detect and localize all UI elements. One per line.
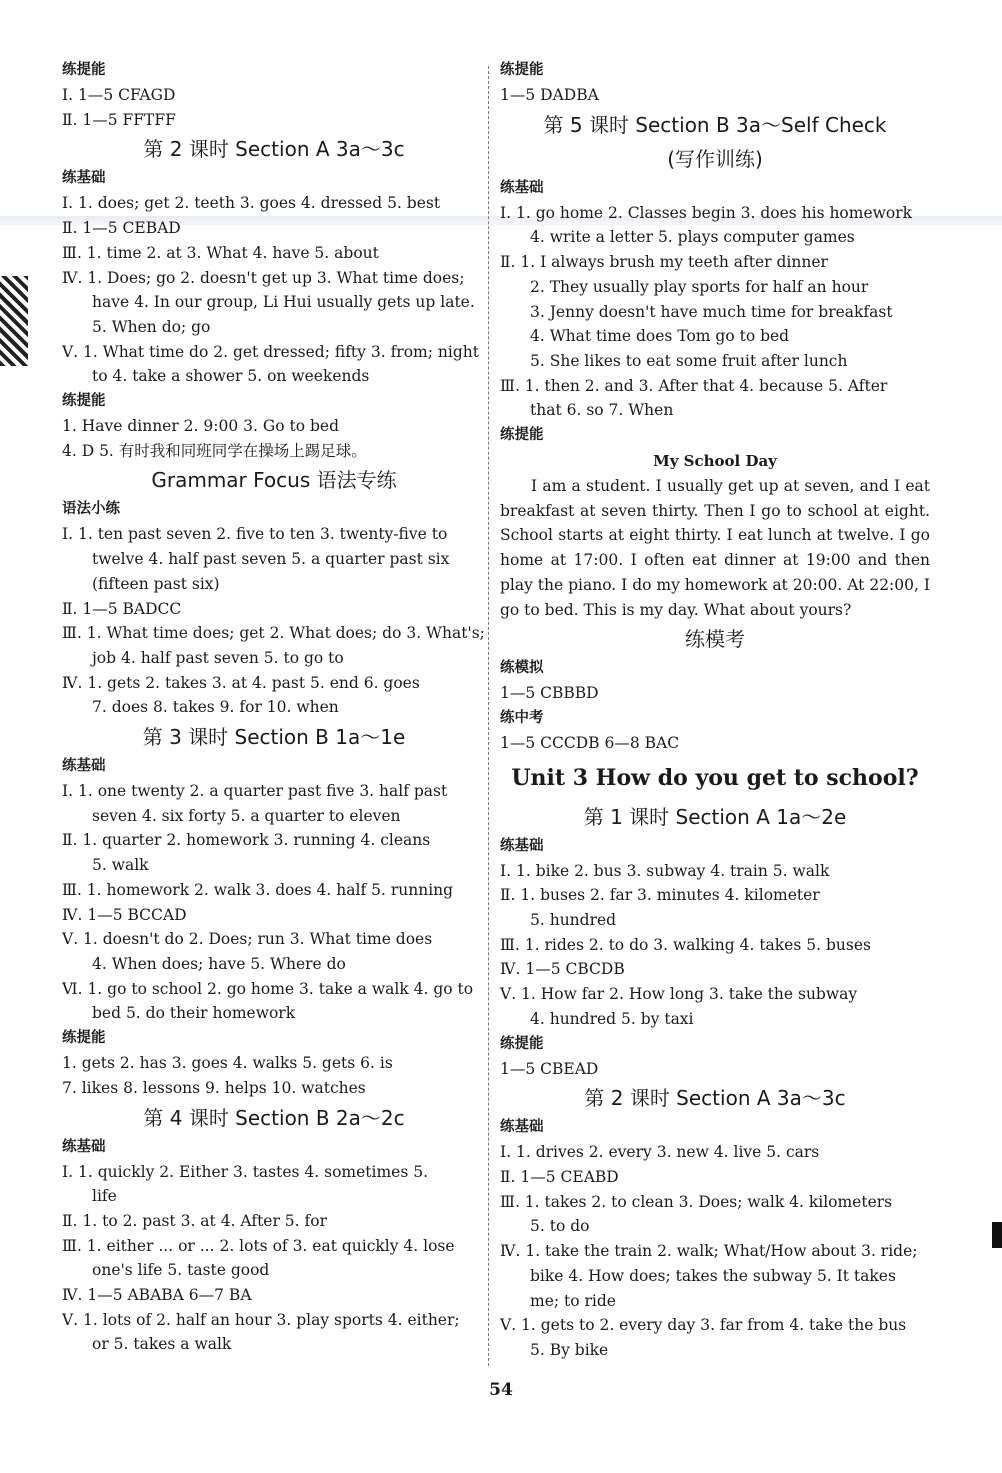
answer-line-continued: 5. By bike [530, 1340, 609, 1359]
answer-line: Ⅱ. 1. quarter 2. homework 3. running 4. cleans [62, 831, 431, 850]
section-label: 练基础 [62, 170, 106, 187]
answer-line: Ⅲ. 1. then 2. and 3. After that 4. because 5. After [500, 376, 888, 395]
answer-line: Ⅴ. 1. What time do 2. get dressed; fifty 3. from; night [62, 342, 479, 361]
answer-line-continued: 5. hundred [530, 911, 617, 930]
answer-line-continued: 4. hundred 5. by taxi [530, 1009, 694, 1028]
answer-line: 1—5 CBEAD [500, 1059, 599, 1078]
answer-line: Ⅲ. 1. time 2. at 3. What 4. have 5. about [62, 243, 379, 262]
section-label: 练模拟 [500, 660, 544, 677]
essay-text [500, 474, 930, 622]
section-label: 练提能 [62, 62, 106, 78]
answer-line: Ⅴ. 1. How far 2. How long 3. take the subway [500, 985, 858, 1004]
answer-line-continued: 5. When do; go [92, 317, 211, 336]
section-label: 练提能 [62, 1030, 106, 1047]
answer-line-continued: life [92, 1187, 117, 1206]
answer-line: 4. D 5. 有时我和同班同学在操场上踢足球。 [62, 441, 367, 460]
left-column [62, 58, 486, 1357]
section-label: 练基础 [500, 179, 544, 196]
section-label: 语法小练 [62, 501, 120, 518]
answer-line: 1. gets 2. has 3. goes 4. walks 5. gets 6. is [62, 1054, 393, 1073]
answer-line-continued: one's life 5. taste good [92, 1261, 270, 1280]
answer-line-continued: 5. walk [92, 856, 149, 875]
answer-line-continued: (fifteen past six) [92, 574, 220, 593]
answer-line-continued: 5. to do [530, 1217, 590, 1236]
answer-line-continued: seven 4. six forty 5. a quarter to eleven [92, 806, 401, 825]
answer-line: Ⅱ. 1. buses 2. far 3. minutes 4. kilometer [500, 886, 820, 905]
page-number: 54 [489, 1380, 513, 1400]
lesson-heading: 第 5 课时 Section B 3a～Self Check [543, 112, 887, 137]
column-divider [488, 66, 489, 1366]
section-label: 练基础 [62, 1138, 106, 1155]
answer-line: Ⅲ. 1. homework 2. walk 3. does 4. half 5. running [62, 880, 454, 899]
answer-line-continued: 3. Jenny doesn't have much time for breakfast [530, 302, 893, 321]
answer-line: Ⅰ. 1. go home 2. Classes begin 3. does his homework [500, 203, 913, 222]
answer-line: Ⅱ. 1. to 2. past 3. at 4. After 5. for [62, 1211, 327, 1230]
answer-line: Ⅲ. 1. either ... or ... 2. lots of 3. eat quickly 4. lose [62, 1236, 455, 1255]
answer-line: Ⅰ. 1. bike 2. bus 3. subway 4. train 5. walk [500, 861, 830, 880]
answer-line: Ⅴ. 1. gets to 2. every day 3. far from 4. take the bus [500, 1316, 907, 1335]
answer-line: Ⅳ. 1—5 BCCAD [62, 905, 187, 924]
answer-line: Ⅱ. 1. I always brush my teeth after dinner [500, 253, 828, 272]
answer-line: Ⅱ. 1—5 BADCC [62, 599, 182, 618]
answer-line-continued: have 4. In our group, Li Hui usually gets up late. [92, 293, 475, 312]
answer-line: 1—5 CBBBD [500, 684, 599, 703]
answer-line: Ⅱ. 1—5 CEABD [500, 1167, 619, 1186]
essay-paragraph: I am a student. I usually get up at seven, and I eat breakfast at seven thirty. Then I go to school at eight. School starts at eight thirty. I eat lunch at twelve. I go home at 17:00. I often eat dinner at 19:00 and then play the piano. I do my homework at 20:00. At 22:00, I go to bed. This is my day. What about yours? [500, 477, 930, 619]
answer-line: 7. likes 8. lessons 9. helps 10. watches [62, 1078, 366, 1097]
answer-line-continued: 5. She likes to eat some fruit after lunch [530, 351, 848, 370]
lesson-heading: (写作训练) [667, 146, 763, 171]
answer-line-continued: bike 4. How does; takes the subway 5. It takes [530, 1266, 896, 1285]
section-label: 练中考 [500, 709, 544, 726]
lesson-heading: 第 3 课时 Section B 1a～1e [142, 725, 406, 750]
answer-line: Ⅲ. 1. takes 2. to clean 3. Does; walk 4. kilometers [500, 1192, 893, 1211]
answer-line: 1. Have dinner 2. 9:00 3. Go to bed [62, 417, 339, 436]
section-label: 练基础 [500, 837, 544, 854]
answer-line-continued: 4. What time does Tom go to bed [530, 327, 790, 346]
answer-line-continued: 2. They usually play sports for half an hour [530, 277, 869, 296]
lesson-heading: 练模考 [685, 627, 745, 652]
section-label: 练提能 [500, 1035, 544, 1052]
section-label: 练基础 [62, 758, 106, 775]
answer-line-continued: bed 5. do their homework [92, 1004, 296, 1023]
answer-line: Ⅴ. 1. lots of 2. half an hour 3. play sports 4. either; [62, 1310, 460, 1329]
answer-line: Ⅳ. 1. Does; go 2. doesn't get up 3. What time does; [62, 268, 465, 287]
section-label: 练提能 [500, 427, 544, 444]
answer-line: Ⅳ. 1. gets 2. takes 3. at 4. past 5. end 6. goes [62, 673, 420, 692]
answer-line-continued: job 4. half past seven 5. to go to [92, 648, 344, 667]
answer-line-continued: me; to ride [530, 1291, 616, 1310]
answer-line: Ⅰ. 1. drives 2. every 3. new 4. live 5. cars [500, 1143, 820, 1162]
qr-code-icon [0, 276, 28, 366]
answer-line: Ⅰ. 1—5 CFAGD [62, 86, 176, 104]
answer-line: Ⅱ. 1—5 FFTFF [62, 110, 176, 129]
answer-line-continued: 4. write a letter 5. plays computer games [530, 228, 855, 247]
section-label: 练提能 [500, 62, 544, 78]
answer-line: Ⅰ. 1. does; get 2. teeth 3. goes 4. dressed 5. best [62, 194, 441, 213]
answer-line: Ⅰ. 1. quickly 2. Either 3. tastes 4. sometimes 5. [62, 1162, 428, 1181]
answer-line-continued: or 5. takes a walk [92, 1335, 232, 1354]
answer-line-continued: to 4. take a shower 5. on weekends [92, 367, 370, 386]
lesson-heading: 第 2 课时 Section A 3a～3c [143, 137, 405, 162]
answer-line: Ⅰ. 1. ten past seven 2. five to ten 3. twenty-five to [62, 525, 448, 544]
unit-title: Unit 3 How do you get to school? [511, 764, 919, 791]
answer-line: Ⅱ. 1—5 CEBAD [62, 219, 181, 238]
lesson-heading: 第 2 课时 Section A 3a～3c [584, 1086, 846, 1111]
essay-title: My School Day [653, 452, 777, 471]
answer-line: Ⅰ. 1. one twenty 2. a quarter past five 3. half past [62, 782, 448, 801]
lesson-heading: Grammar Focus 语法专练 [151, 468, 397, 493]
answer-line-continued: that 6. so 7. When [530, 401, 674, 420]
answer-line: Ⅳ. 1. take the train 2. walk; What/How about 3. ride; [500, 1242, 918, 1261]
answer-line: Ⅳ. 1—5 CBCDB [500, 960, 625, 979]
answer-line-continued: 4. When does; have 5. Where do [92, 954, 346, 973]
lesson-heading: 第 1 课时 Section A 1a～2e [583, 804, 847, 829]
answer-line-continued: 7. does 8. takes 9. for 10. when [92, 698, 339, 717]
section-label: 练基础 [500, 1119, 544, 1136]
right-column [500, 58, 930, 1363]
lesson-heading: 第 4 课时 Section B 2a～2c [143, 1105, 405, 1130]
answer-line: Ⅴ. 1. doesn't do 2. Does; run 3. What time does [62, 930, 433, 949]
answer-line: Ⅵ. 1. go to school 2. go home 3. take a walk 4. go to [62, 979, 474, 998]
answer-line: 1—5 DADBA [500, 86, 599, 104]
page-edge-tab [992, 1222, 1002, 1248]
answer-line: Ⅲ. 1. rides 2. to do 3. walking 4. takes 5. buses [500, 935, 871, 954]
answer-line: Ⅲ. 1. What time does; get 2. What does; do 3. What's; [62, 624, 485, 643]
answer-line-continued: twelve 4. half past seven 5. a quarter past six [92, 550, 450, 569]
section-label: 练提能 [62, 393, 106, 410]
answer-line: 1—5 CCCDB 6—8 BAC [500, 733, 680, 752]
answer-line: Ⅳ. 1—5 ABABA 6—7 BA [62, 1286, 252, 1305]
